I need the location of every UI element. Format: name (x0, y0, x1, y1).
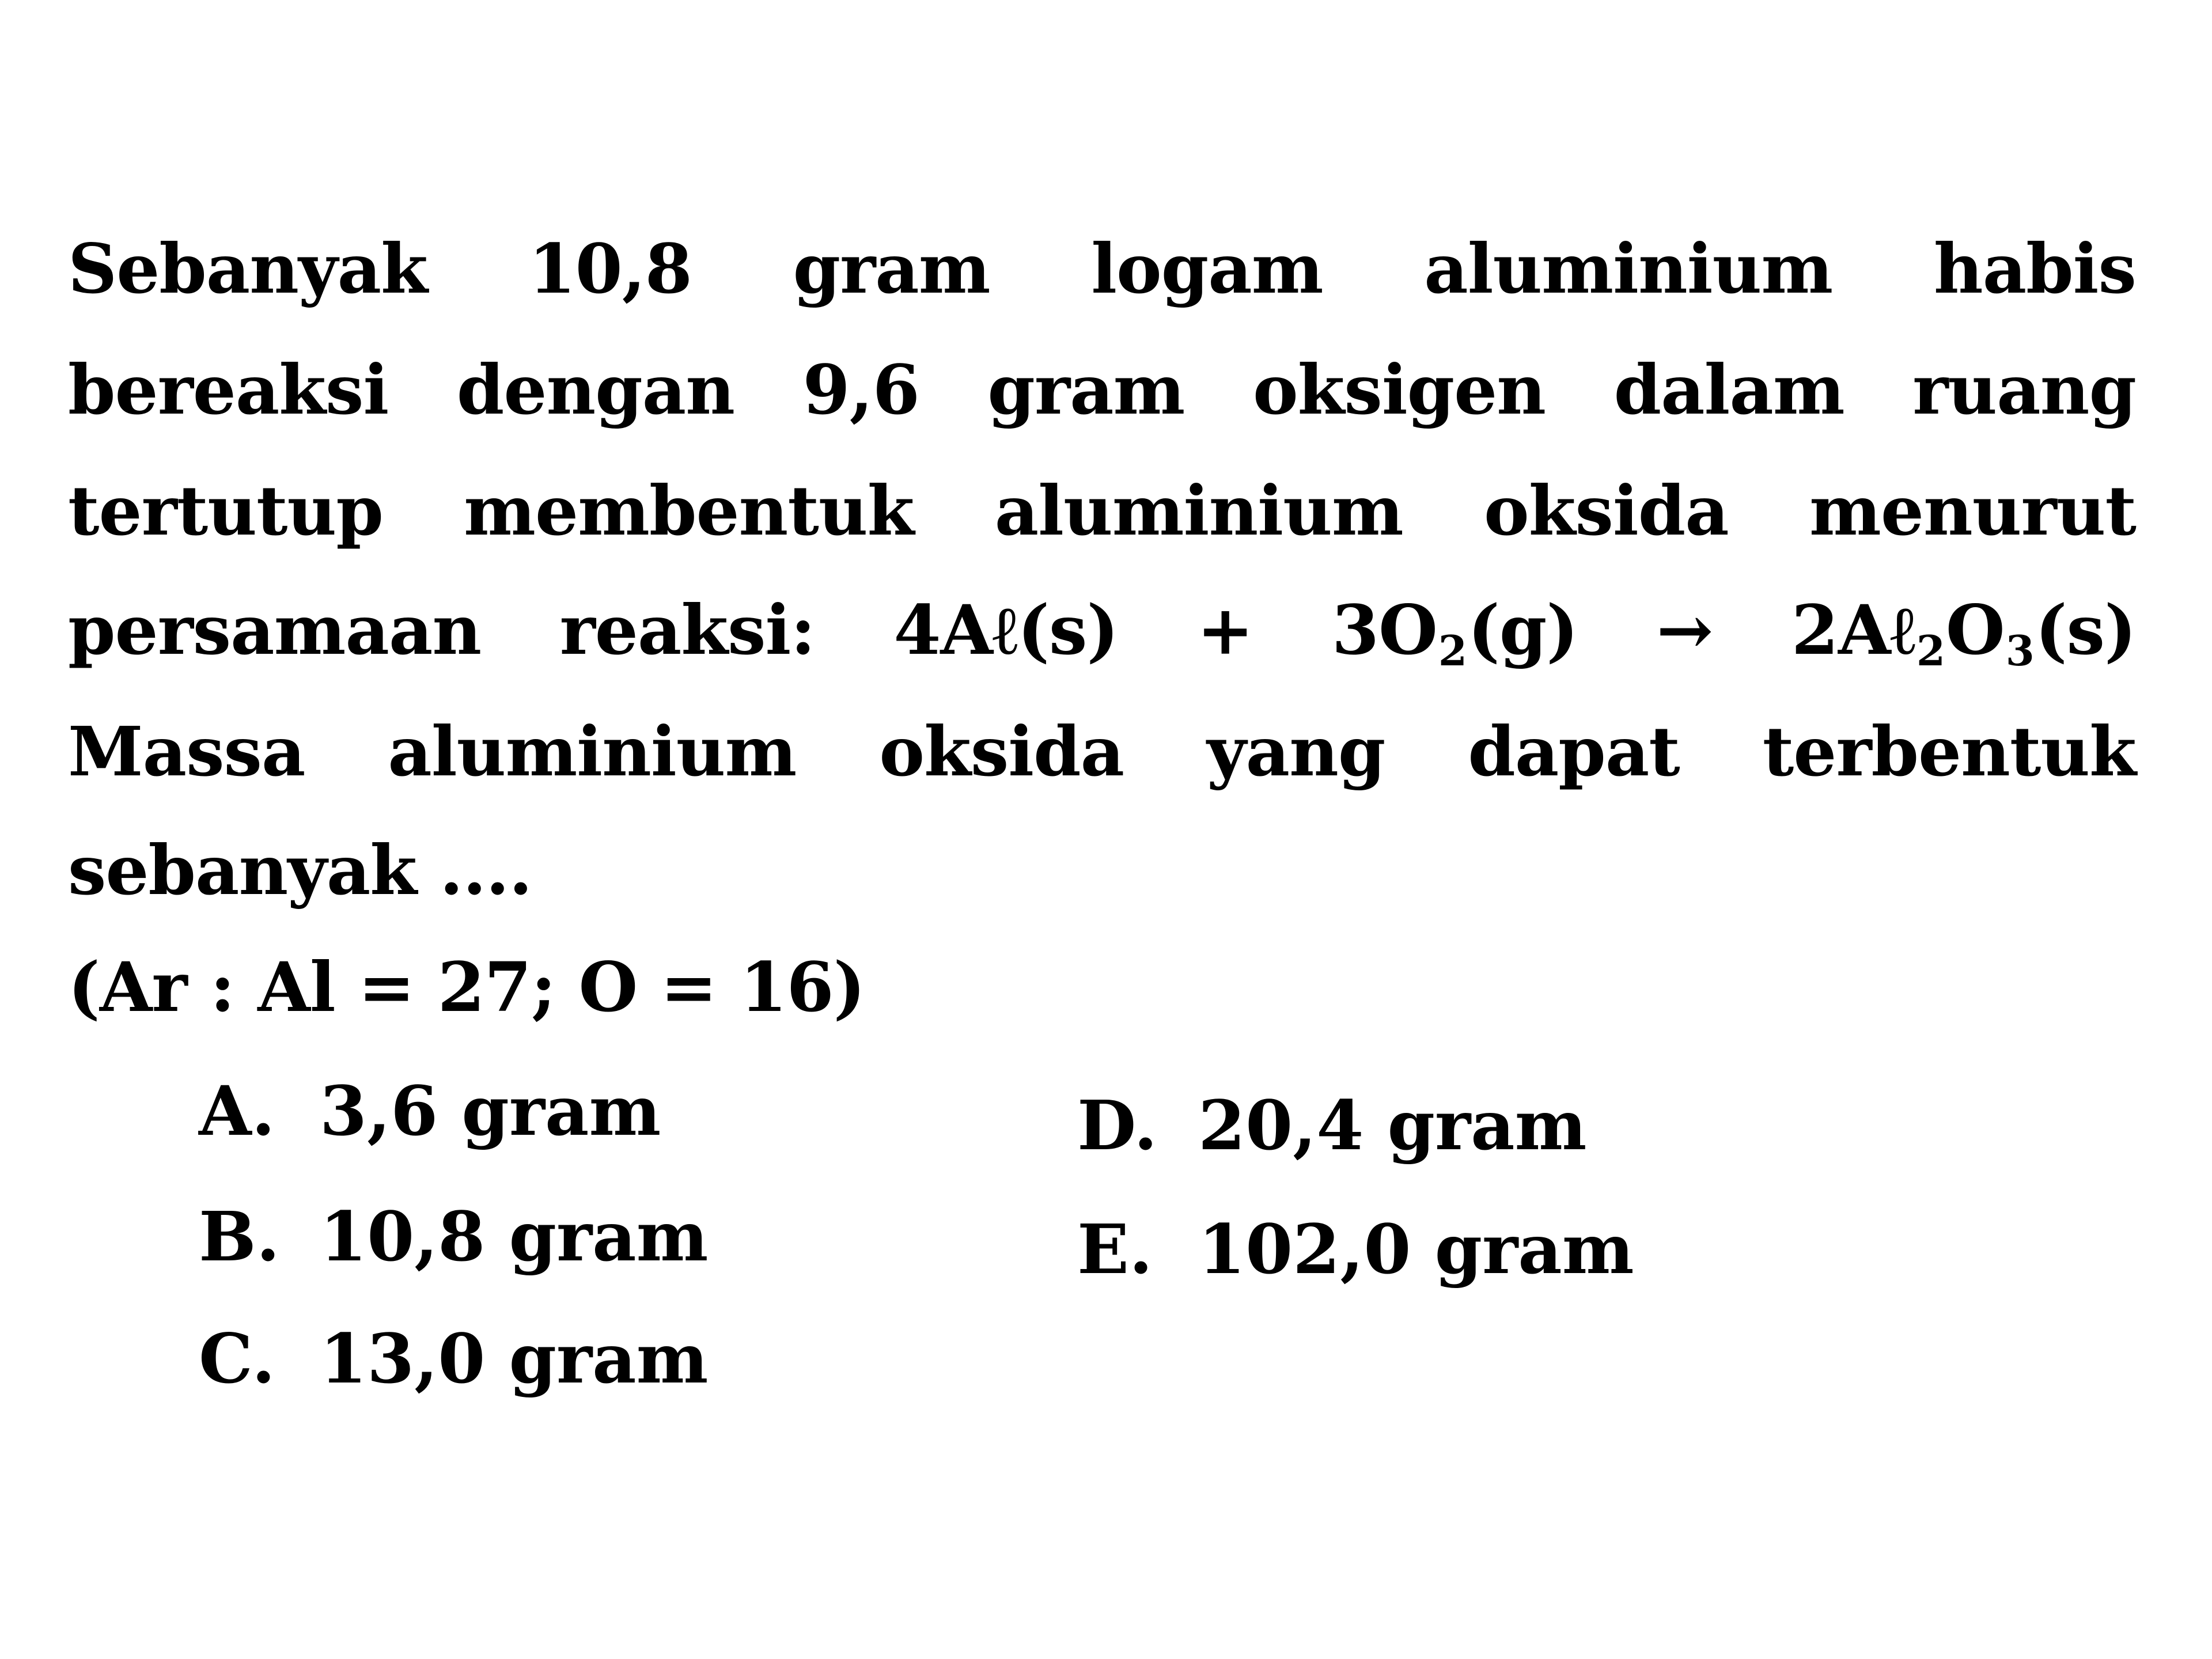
question-line-1 (68, 229, 2136, 309)
question-line-3 (68, 471, 2136, 551)
word: yang (1207, 711, 1385, 791)
word: aluminium (388, 711, 797, 791)
eq-product (1791, 590, 2136, 675)
word: Massa (68, 711, 305, 791)
option-letter: B. (199, 1196, 280, 1277)
option-letter: D. (1077, 1085, 1158, 1165)
eq-product-sub-1: 2 (1916, 626, 1945, 675)
eq-product-sub-2: 3 (2005, 626, 2034, 675)
eq-plus: + (1196, 590, 1253, 670)
word: dengan (456, 350, 734, 430)
word: dapat (1468, 711, 1680, 791)
word: aluminium (1424, 229, 1833, 309)
eq-reactant-1: 4Aℓ(s) (893, 590, 1119, 670)
eq-o2-subscript: 2 (1438, 626, 1467, 675)
option-d[interactable] (1077, 1085, 1587, 1165)
option-b[interactable] (199, 1196, 709, 1277)
question-line-4 (68, 590, 2136, 675)
word: membentuk (464, 471, 914, 551)
word: Sebanyak (68, 229, 427, 309)
word: oksida (879, 711, 1124, 791)
option-e[interactable] (1077, 1209, 1634, 1289)
word: oksigen (1252, 350, 1546, 430)
question-line-6: sebanyak .... (68, 830, 532, 910)
word: 9,6 (802, 350, 919, 430)
word: reaksi: (559, 590, 815, 670)
word: terbentuk (1762, 711, 2136, 791)
eq-reactant-2 (1332, 590, 1578, 675)
word: ruang (1912, 350, 2136, 430)
word: 10,8 (528, 229, 692, 309)
option-text: 20,4 gram (1198, 1085, 1587, 1165)
atomic-mass-note: (Ar : Al = 27; O = 16) (68, 947, 865, 1027)
word: bereaksi (68, 350, 389, 430)
word: dalam (1613, 350, 1844, 430)
word: persamaan (68, 590, 482, 670)
word: tertutup (68, 471, 383, 551)
word: menurut (1809, 471, 2136, 551)
option-text: 3,6 gram (320, 1071, 661, 1151)
word: gram (793, 229, 990, 309)
eq-product-o: O (1945, 590, 2005, 670)
option-text: 10,8 gram (320, 1196, 709, 1277)
eq-o2-state: (g) (1468, 590, 1578, 670)
option-letter: E. (1077, 1209, 1153, 1289)
option-text: 102,0 gram (1198, 1209, 1634, 1289)
word: habis (1933, 229, 2136, 309)
option-letter: C. (199, 1319, 275, 1399)
eq-o2-main: 3O (1332, 590, 1437, 670)
word: gram (987, 350, 1185, 430)
word: aluminium (994, 471, 1403, 551)
word: logam (1091, 229, 1323, 309)
question-line-2 (68, 350, 2136, 430)
word: oksida (1484, 471, 1729, 551)
eq-arrow: → (1656, 590, 1713, 670)
eq-product-state: (s) (2035, 590, 2136, 670)
option-c[interactable] (199, 1319, 709, 1399)
option-letter: A. (199, 1071, 275, 1151)
eq-product-coef: 2Aℓ (1791, 590, 1915, 670)
option-a[interactable] (199, 1071, 661, 1151)
option-text: 13,0 gram (320, 1319, 709, 1399)
question-line-5 (68, 711, 2136, 791)
